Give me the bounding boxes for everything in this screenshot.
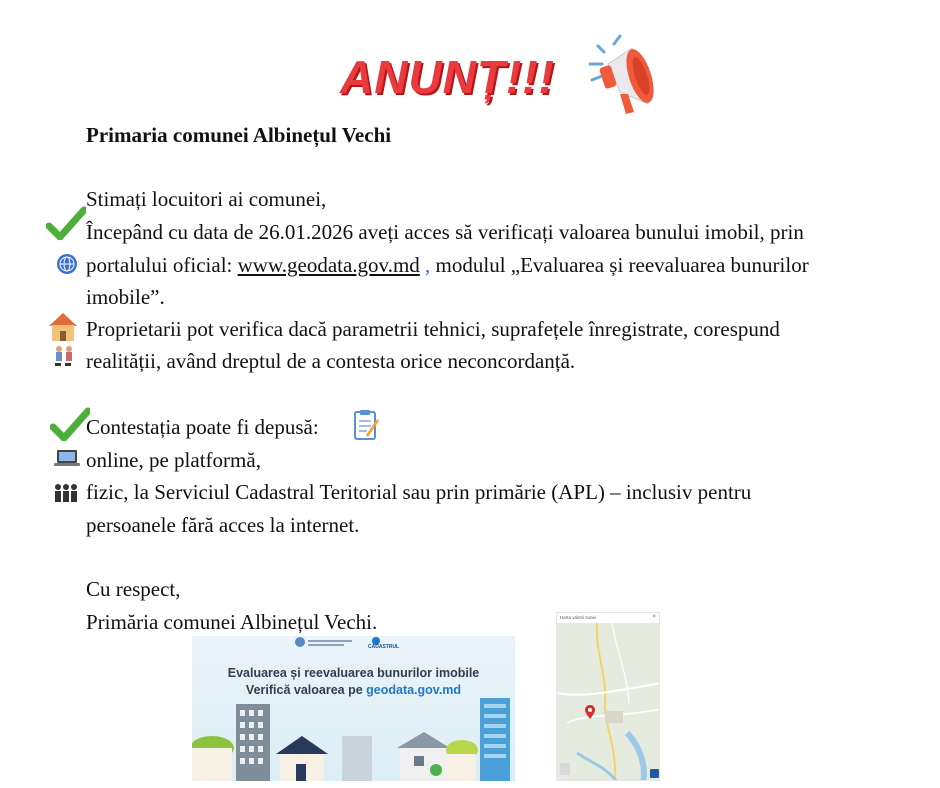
paragraph3-line2: online, pe platformă,: [86, 448, 261, 472]
portal-text: portalului oficial:: [86, 253, 238, 277]
map-canvas: [557, 613, 660, 781]
paragraph2-line1: Proprietarii pot verifica dacă parametrii tehnici, suprafețele înregistrate, corespund: [86, 317, 780, 341]
greeting-text: Stimați locuitori ai comunei,: [86, 187, 327, 211]
map-header: [557, 613, 659, 623]
banner-subtitle-prefix: Verifică valoarea pe: [245, 683, 367, 697]
signature-text: Primăria comunei Albinețul Vechi.: [86, 610, 378, 634]
submission-text: Contestația poate fi depusă:: [86, 415, 319, 439]
banner-subtitle-accent: geodata.gov.md: [366, 683, 462, 697]
city-illustration: [192, 636, 515, 781]
notepad-icon: [352, 409, 380, 446]
check-mark-icon: [50, 407, 90, 441]
globe-icon: [56, 253, 78, 280]
paragraph1-line1: Începând cu data de 26.01.2026 aveți acces să verificați valoarea bunului imobil, prin: [86, 220, 804, 244]
module-text: modulul „Evaluarea și reevaluarea bunurilor: [430, 253, 809, 277]
map-screenshot: [556, 612, 660, 781]
people-icon: [52, 482, 80, 509]
mayoralty-heading: Primaria comunei Albinețul Vechi: [86, 123, 392, 147]
paragraph1-line2: [86, 249, 809, 281]
link-comma: ,: [419, 253, 431, 277]
house-icon: [47, 311, 79, 372]
paragraph2-line2: realității, având dreptul de a contesta orice neconcordanță.: [86, 349, 576, 373]
announcement-header: [330, 34, 670, 124]
megaphone-icon: [562, 34, 658, 124]
laptop-icon: [53, 448, 81, 475]
closing-text: Cu respect,: [86, 577, 181, 601]
paragraph3-line3: fizic, la Serviciul Cadastral Teritorial sau prin primărie (APL) – inclusiv pentru: [86, 480, 752, 504]
announcement-title: ANUNȚ!!!: [340, 51, 555, 103]
check-mark-icon: [46, 206, 86, 240]
close-icon[interactable]: ×: [652, 614, 656, 620]
paragraph1-line3: imobile”.: [86, 285, 165, 309]
paragraph3-line1: [86, 411, 319, 443]
geodata-link[interactable]: www.geodata.gov.md: [237, 253, 420, 277]
map-header-title: Harta valorii zonei: [560, 615, 597, 620]
geodata-banner-image: [192, 636, 515, 781]
map-pin-icon: [585, 705, 595, 724]
cadastru-logo-text: CADASTRUL: [368, 644, 400, 650]
paragraph3-line4: persoanele fără acces la internet.: [86, 513, 360, 537]
banner-title: Evaluarea și reevaluarea bunurilor imobile: [227, 666, 480, 680]
